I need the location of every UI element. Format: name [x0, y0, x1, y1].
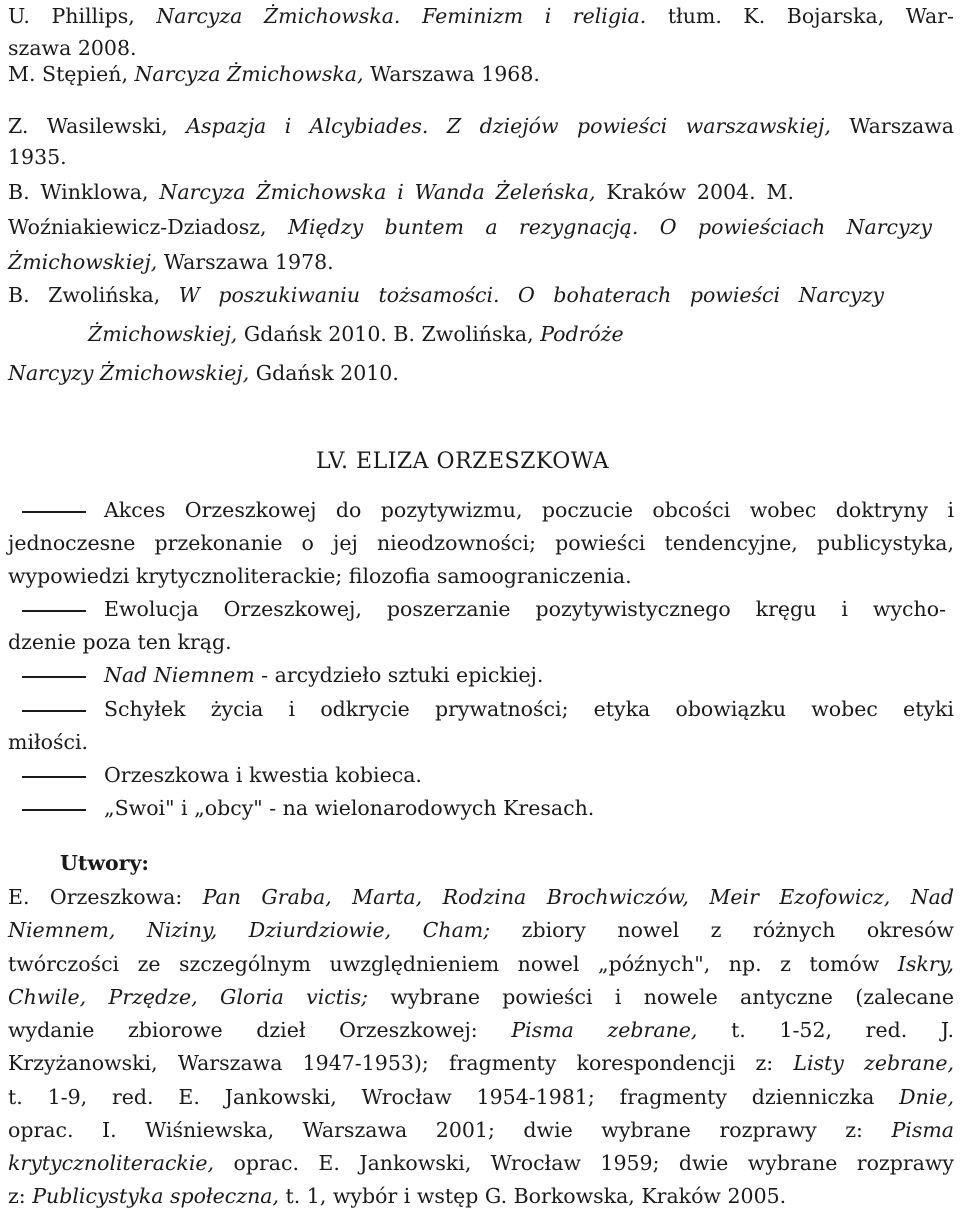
- title-text: krytycznoliterackie,: [8, 1151, 215, 1175]
- list-item-continuation: [8, 630, 232, 654]
- title-text: Pisma: [891, 1118, 954, 1142]
- text: wypowiedzi krytycznoliterackie; filozofia samoograniczenia.: [8, 564, 632, 588]
- list-item-continuation: [8, 730, 88, 754]
- works-line: [8, 885, 954, 909]
- title-text: Pisma zebrane,: [511, 1018, 698, 1042]
- text: Ewolucja Orzeszkowej, poszerzanie pozytywistycznego kręgu i wycho-: [104, 597, 946, 621]
- text: Krzyżanowski, Warszawa 1947-1953); fragmenty korespondencji z:: [8, 1051, 794, 1075]
- em-dash: [22, 511, 86, 513]
- title-text: Między buntem a rezygnacją. O powieściach Narcyzy: [287, 215, 933, 239]
- text: U. Phillips,: [8, 4, 157, 28]
- title-text: Narcyza Żmichowska,: [134, 62, 364, 86]
- text: t. 1-52, red. J.: [697, 1018, 954, 1042]
- bibliography-line: [8, 361, 399, 385]
- em-dash: [22, 809, 86, 811]
- em-dash: [22, 610, 86, 612]
- bibliography-line: [8, 180, 794, 204]
- text: M. Stępień,: [8, 62, 135, 86]
- text: zbiory nowel z różnych okresów: [490, 918, 954, 942]
- text: jednoczesne przekonanie o jej nieodzowności; powieści tendencyjne, publicystyka,: [8, 531, 954, 555]
- bibliography-line: [88, 322, 624, 346]
- bibliography-line: [8, 250, 334, 274]
- section-heading: LV. ELIZA ORZESZKOWA: [316, 449, 610, 474]
- text: Kraków 2004. M.: [595, 180, 794, 204]
- title-text: Dnie,: [899, 1085, 954, 1109]
- works-line: [8, 1018, 954, 1042]
- title-text: Aspazja i Alcybiades. Z dziejów powieści warszawskiej,: [186, 114, 831, 138]
- bibliography-line: [8, 36, 137, 60]
- title-text: Listy zebrane,: [793, 1051, 954, 1075]
- text: Gdańsk 2010. B. Zwolińska,: [237, 322, 541, 346]
- text: z:: [8, 1184, 33, 1208]
- text: B. Winklowa,: [8, 180, 160, 204]
- text: wybrane powieści i nowele antyczne (zalecane: [368, 985, 954, 1009]
- works-line: [8, 1051, 954, 1075]
- em-dash: [22, 710, 86, 712]
- works-line: [8, 1151, 954, 1175]
- bibliography-line: [8, 4, 954, 28]
- text: dzenie poza ten krąg.: [8, 630, 232, 654]
- title-text: Iskry,: [897, 952, 954, 976]
- title-text: Chwile, Przędze, Gloria victis;: [8, 985, 369, 1009]
- text: - arcydzieło sztuki epickiej.: [254, 663, 544, 687]
- text: Schyłek życia i odkrycie prywatności; etyka obowiązku wobec etyki: [104, 697, 954, 721]
- text: t. 1, wybór i wstęp G. Borkowska, Kraków 2005.: [279, 1184, 787, 1208]
- list-item-continuation: [8, 564, 632, 588]
- works-line: [8, 918, 954, 942]
- text: Woźniakiewicz-Dziadosz,: [8, 215, 288, 239]
- title-text: Niemnem, Niziny, Dziurdziowie, Cham;: [8, 918, 491, 942]
- list-item: [8, 498, 954, 522]
- works-line: [8, 1118, 954, 1142]
- text: Warszawa 1978.: [157, 250, 334, 274]
- text: szawa 2008.: [8, 36, 137, 60]
- title-text: Narcyza Żmichowska. Feminizm i religia.: [156, 4, 647, 28]
- text: Z. Wasilewski,: [8, 114, 187, 138]
- list-item: [8, 597, 946, 621]
- text: Warszawa 1968.: [363, 62, 540, 86]
- works-line: [8, 1085, 954, 1109]
- text: Akces Orzeszkowej do pozytywizmu, poczucie obcości wobec doktryny i: [104, 498, 954, 522]
- bibliography-line: [8, 283, 884, 307]
- bibliography-line: [8, 62, 540, 86]
- text: wydanie zbiorowe dzieł Orzeszkowej:: [8, 1018, 512, 1042]
- title-text: Żmichowskiej,: [88, 322, 238, 346]
- text: oprac. I. Wiśniewska, Warszawa 2001; dwie wybrane rozprawy z:: [8, 1118, 892, 1142]
- works-line: [8, 1184, 786, 1208]
- title-text: Pan Graba, Marta, Rodzina Brochwiczów, Meir Ezofowicz, Nad: [202, 885, 954, 909]
- em-dash: [22, 676, 86, 678]
- text: twórczości ze szczególnym uwzględnieniem nowel „późnych", np. z tomów: [8, 952, 898, 976]
- bibliography-line: [8, 215, 932, 239]
- text: 1935.: [8, 145, 67, 169]
- title-text: Narcyzy Żmichowskiej,: [8, 361, 250, 385]
- text: oprac. E. Jankowski, Wrocław 1959; dwie wybrane rozprawy: [214, 1151, 954, 1175]
- title-text: Podróże: [540, 322, 624, 346]
- bibliography-line: [8, 114, 954, 138]
- text: Gdańsk 2010.: [249, 361, 399, 385]
- text: Warszawa: [830, 114, 954, 138]
- list-item: [8, 796, 594, 820]
- text: „Swoi" i „obcy" - na wielonarodowych Kresach.: [104, 796, 595, 820]
- title-text: W poszukiwaniu tożsamości. O bohaterach powieści Narcyzy: [178, 283, 885, 307]
- bibliography-line: [8, 145, 67, 169]
- text: Orzeszkowa i kwestia kobieca.: [104, 763, 422, 787]
- list-item: [8, 763, 422, 787]
- text: E. Orzeszkowa:: [8, 885, 203, 909]
- title-text: Nad Niemnem: [104, 663, 255, 687]
- text: t. 1-9, red. E. Jankowski, Wrocław 1954-1981; fragmenty dzienniczka: [8, 1085, 900, 1109]
- works-heading: Utwory:: [60, 851, 149, 875]
- list-item: [8, 697, 954, 721]
- title-text: Publicystyka społeczna,: [32, 1184, 280, 1208]
- works-line: [8, 985, 954, 1009]
- text: miłości.: [8, 730, 89, 754]
- title-text: Żmichowskiej,: [8, 250, 158, 274]
- title-text: Narcyza Żmichowska i Wanda Żeleńska,: [159, 180, 596, 204]
- text: tłum. K. Bojarska, War-: [646, 4, 954, 28]
- em-dash: [22, 776, 86, 778]
- works-line: [8, 952, 954, 976]
- list-item: [8, 663, 543, 687]
- text: B. Zwolińska,: [8, 283, 179, 307]
- list-item-continuation: [8, 531, 954, 555]
